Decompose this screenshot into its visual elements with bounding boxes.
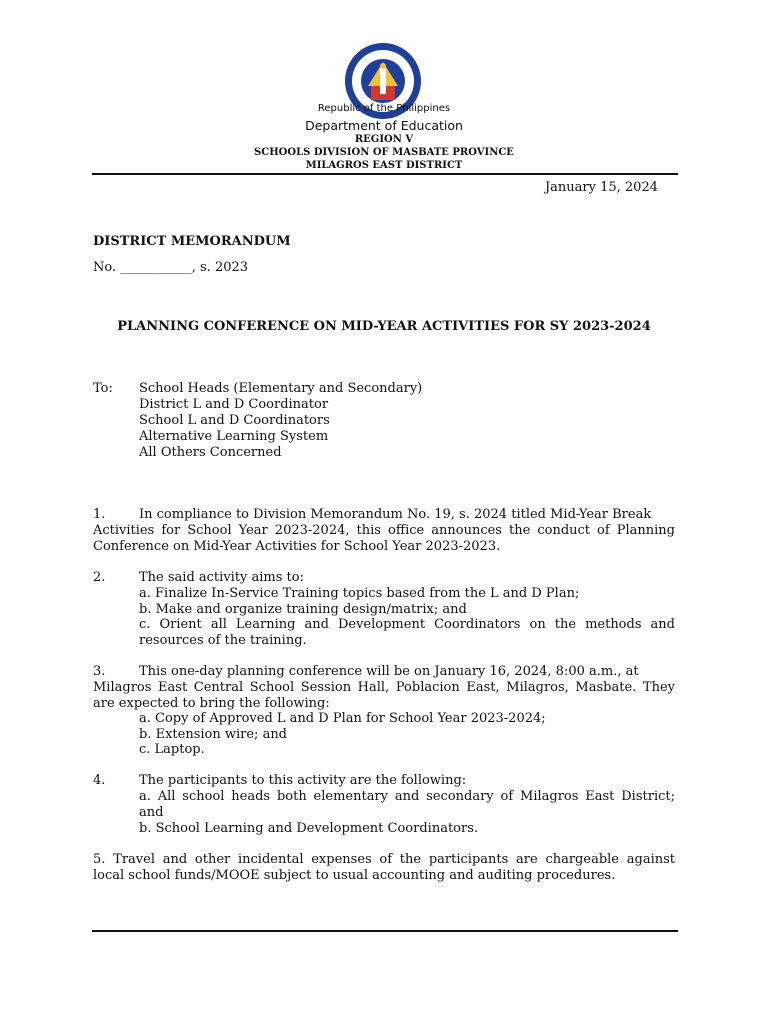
division-line: SCHOOLS DIVISION OF MASBATE PROVINCE [254,147,514,158]
paragraph-4-item: b. School Learning and Development Coordinators. [139,821,479,836]
paragraph-2-item: c. Orient all Learning and Development Coordinators on the methods and [139,617,675,632]
paragraph-1-line: Conference on Mid-Year Activities for School Year 2023-2023. [93,539,501,554]
memo-number: No. ___________, s. 2023 [93,260,249,275]
paragraph-number: 1. [93,507,106,522]
paragraph-2-item: b. Make and organize training design/matrix; and [139,602,467,617]
paragraph-5-line: 5. Travel and other incidental expenses of the participants are chargeable against [93,852,675,867]
paragraph-3-line: Milagros East Central School Session Hall, Poblacion East, Milagros, Masbate. They [93,680,675,695]
paragraph-number: 4. [93,773,106,788]
paragraph-1-line: In compliance to Division Memorandum No. 19, s. 2024 titled Mid-Year Break [139,507,652,522]
header-divider [92,173,678,175]
paragraph-4-intro: The participants to this activity are the following: [139,773,467,788]
paragraph-3-item: a. Copy of Approved L and D Plan for School Year 2023-2024; [139,711,546,726]
paragraph-number: 3. [93,664,106,679]
paragraph-3-item: c. Laptop. [139,742,205,757]
recipient-item: District L and D Coordinator [139,397,329,412]
paragraph-4-item: a. All school heads both elementary and secondary of Milagros East District; [139,789,675,804]
paragraph-2-item: resources of the training. [139,633,307,648]
recipient-item: School L and D Coordinators [139,413,330,428]
recipient-item: All Others Concerned [139,445,282,460]
paragraph-3-item: b. Extension wire; and [139,727,288,742]
paragraph-2-intro: The said activity aims to: [139,570,304,585]
paragraph-number: 2. [93,570,106,585]
recipient-item: Alternative Learning System [139,429,329,444]
paragraph-3-line: This one-day planning conference will be on January 16, 2024, 8:00 a.m., at [139,664,639,679]
memo-date: January 15, 2024 [544,180,658,195]
recipient-item: School Heads (Elementary and Secondary) [139,381,423,396]
paragraph-2-item: a. Finalize In-Service Training topics based from the L and D Plan; [139,586,580,601]
department-line: Department of Education [305,118,463,133]
region-line: REGION V [354,134,414,145]
paragraph-3-line: are expected to bring the following: [93,696,330,711]
paragraph-5-line: local school funds/MOOE subject to usual accounting and auditing procedures. [93,868,616,883]
footer-divider [92,930,678,932]
memo-subject: PLANNING CONFERENCE ON MID-YEAR ACTIVITIES FOR SY 2023-2024 [117,319,651,334]
to-label: To: [93,381,113,396]
paragraph-4-item: and [139,805,164,820]
district-line: MILAGROS EAST DISTRICT [305,160,463,171]
memo-type: DISTRICT MEMORANDUM [93,234,291,249]
paragraph-1-line: Activities for School Year 2023-2024, this office announces the conduct of Planning [93,523,675,538]
republic-line: Republic of the Philippines [317,103,451,114]
